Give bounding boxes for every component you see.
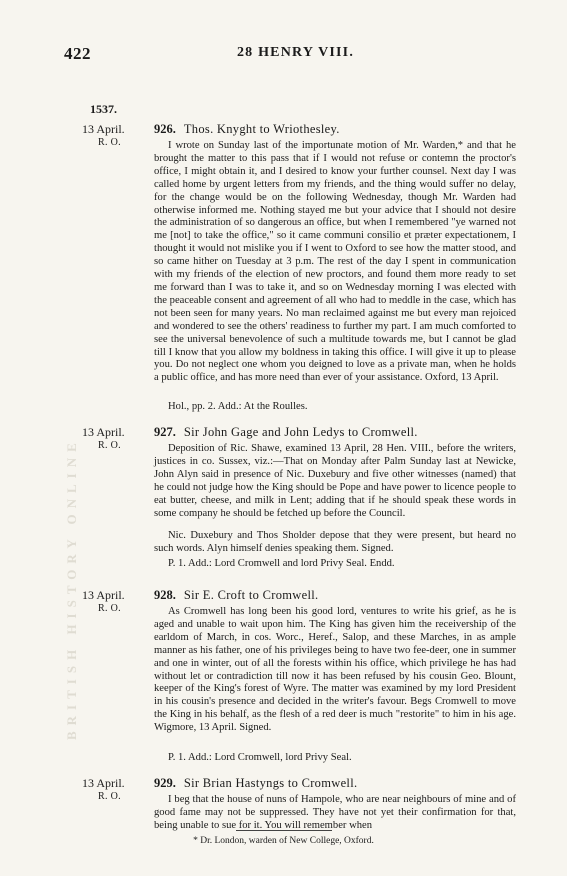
entry-paragraph: Nic. Duxebury and Thos Sholder depose that they were present, but heard no such words. Alyn himself denies speaking them. Signed.: [154, 530, 516, 554]
entry-paragraph: I beg that the house of nuns of Hampole, who are near neighbours of mine and of good fame may not be suppressed. They have not yet their confirmation for that, being unable to sue for it. You will remember when: [154, 794, 516, 831]
entry-number: 928.: [154, 588, 176, 602]
footnote-rule: [236, 830, 332, 831]
entry-paragraph: Deposition of Ric. Shawe, examined 13 April, 28 Hen. VIII., before the writers, justices in co. Sussex, viz.:—That on Monday after Palm Sunday last at Newicke, John Alyn said in presence of Nic. Duxebury and five other witnesses (named) that he could not judge how the King should be Pope and have power to licence people to eat butter, cheese, and milk in Lent; adding that if he should speak these words in some company he should be fetched up before the Council.: [154, 443, 516, 519]
watermark: BRITISH HISTORY ONLINE: [64, 437, 79, 740]
entry-heading: [154, 425, 418, 440]
entry-date: 13 April.: [82, 776, 125, 790]
footnote: * Dr. London, warden of New College, Oxford.: [193, 836, 374, 846]
entry-heading: [154, 588, 318, 603]
entry-title: Thos. Knyght to Wriothesley.: [183, 122, 340, 136]
entry-endorsement: P. 1. Add.: Lord Cromwell, lord Privy Seal.: [168, 752, 352, 763]
entry-title: Sir E. Croft to Cromwell.: [183, 588, 319, 602]
entry-source: R. O.: [98, 603, 121, 614]
entry-date: 13 April.: [82, 122, 125, 136]
entry-source: R. O.: [98, 440, 121, 451]
entry-endorsement: P. 1. Add.: Lord Cromwell and lord Privy Seal. Endd.: [168, 558, 395, 569]
entry-endorsement: Hol., pp. 2. Add.: At the Roulles.: [168, 401, 308, 412]
entry-number: 926.: [154, 122, 176, 136]
entry-number: 929.: [154, 776, 176, 790]
running-head: 28 HENRY VIII.: [236, 45, 355, 60]
entry-heading: [154, 776, 357, 791]
entry-title: Sir John Gage and John Ledys to Cromwell.: [183, 425, 418, 439]
page-header: [64, 44, 527, 62]
entry-date: 13 April.: [82, 588, 125, 602]
year-heading: 1537.: [90, 102, 117, 116]
entry-title: Sir Brian Hastyngs to Cromwell.: [183, 776, 358, 790]
entry-number: 927.: [154, 425, 176, 439]
entry-heading: [154, 122, 340, 137]
entry-source: R. O.: [98, 137, 121, 148]
entry-source: R. O.: [98, 791, 121, 802]
page-number: 422: [64, 44, 91, 63]
entry-paragraph: As Cromwell has long been his good lord, ventures to write his grief, as he is aged and unable to wait upon him. The King has given him the receivership of the earldom of March, in cos. Worc., Heref., Salop, and these Marches, in as ample manner as his father, one of his privileges being to have two fee-deer, one in summer and one in winter, out of all the forests within his office, which privilege he has had without let or contradiction till now it has been refused by his cousin Geo. Blount, keeper of the King's forest of Wyre. The matter was examined by my lord President in his cousin's presence and decided in the writer's favour. Begs Cromwell to move the King in his behalf, as the flesh of a red deer is much "restorite" to him in his age. Wigmore, 13 April. Signed.: [154, 606, 516, 734]
entry-paragraph: I wrote on Sunday last of the importunate motion of Mr. Warden,* and that he brought the matter to this pass that if I would not refuse or contemn the proctor's office, I might obtain it, and I desired to know your further counsel. Next day I was called home by urgent letters from my friends, and the thing would suffer no delay, for the change would be on the following Wednesday, though Mr. Warden had otherwise informed me. Nothing stayed me but your advice that I should not desire the administration of so dangerous an office, but when I remembered "ye warned not me [not] to take the office," so it came communi consilio et præter expectationem, I thought it would not mislike you if I went to Oxford to see how the matter stood, and so came hither on Tuesday at 3 p.m. The rest of the day I spent in communication with my friends of the election of new proctors, and found them more ready to set me forward than I was to take it, and so on Wednesday morning I was elected with the peaceable consent and agreement of all who had to meddle in the case, which has not been seen for many years. No man reclaimed against me but every man rejoiced and wondered to see the others' readiness to further my part. I am much comforted to see the universal benevolence of such a multitude towards me, but I cannot be glad till I know that you allow my boldness in taking this office. I will give it up to please you. Do not neglect one whom you deigned to love as a private man, when he holds a public office, and has more need than ever of your assistance. Oxford, 13 April.: [154, 140, 516, 384]
entry-date: 13 April.: [82, 425, 125, 439]
